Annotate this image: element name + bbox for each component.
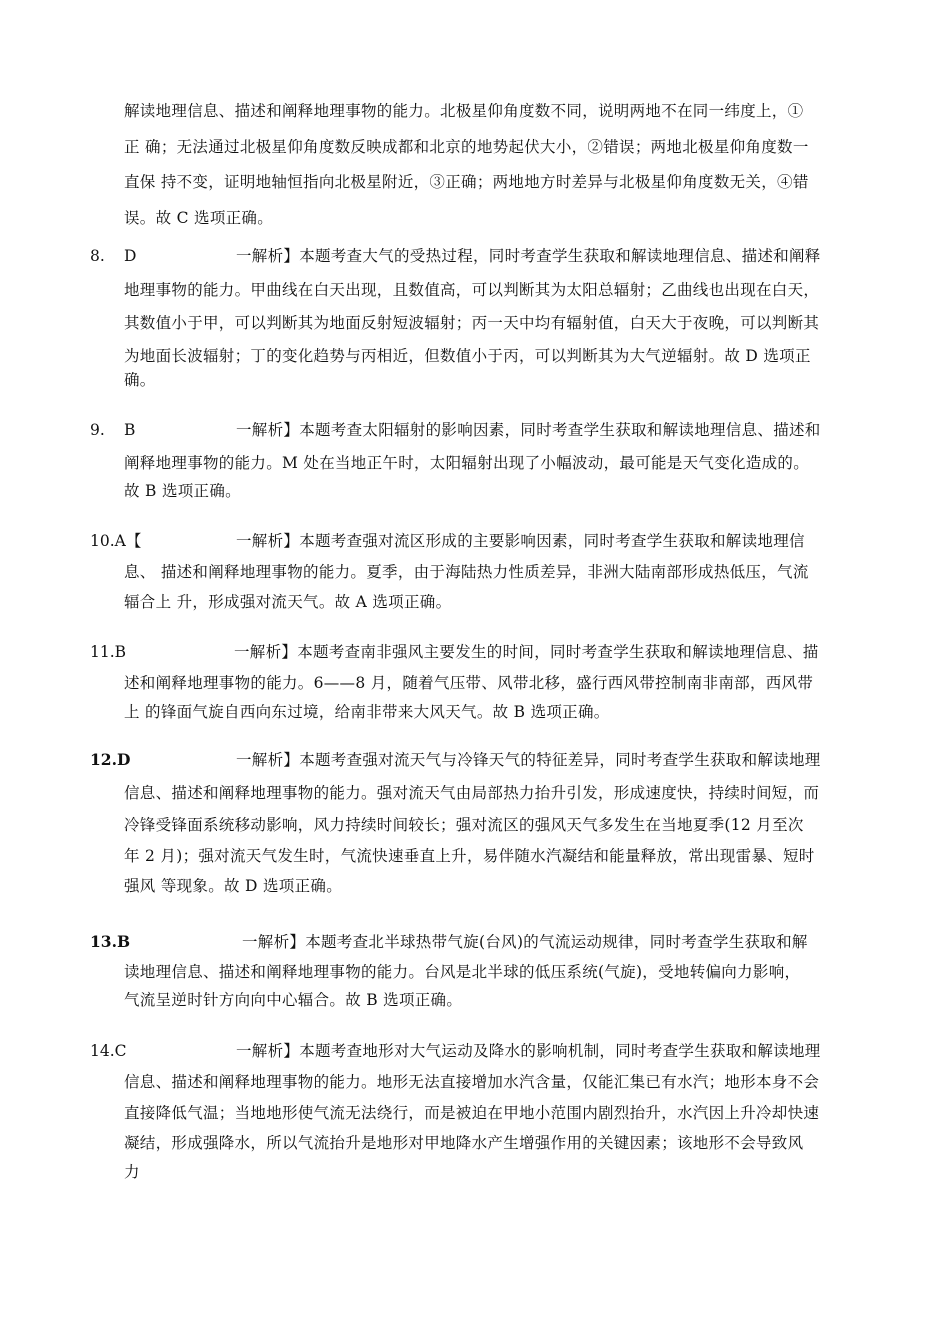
item-line: 确。 <box>124 371 156 389</box>
item-line: 为地面长波辐射；丁的变化趋势与丙相近，但数值小于丙，可以判断其为大气逆辐射。故 D 选项正 <box>124 347 811 365</box>
item-line: 上 的锋面气旋自西向东过境，给南非带来大风天气。故 B 选项正确。 <box>124 703 610 721</box>
item-line: 读地理信息、描述和阐释地理事物的能力。台风是北半球的低压系统(气旋)，受地转偏向力影响， <box>124 963 801 981</box>
item-number: 8. <box>90 247 105 265</box>
item-line: 直接降低气温；当地地形使气流无法绕行，而是被迫在甲地小范围内剧烈抬升，水汽因上升冷却快速 <box>124 1104 820 1122</box>
item-number: 13.B <box>90 932 131 951</box>
item-head: 一解析】本题考查强对流天气与冷锋天气的特征差异，同时考查学生获取和解读地理 <box>236 751 821 769</box>
item-number: 10.A【 <box>90 532 142 550</box>
item-line: 强风 等现象。故 D 选项正确。 <box>124 877 343 895</box>
item-line: 阐释地理事物的能力。M 处在当地正午时，太阳辐射出现了小幅波动，最可能是天气变化造成的。 <box>124 454 810 472</box>
item-head: 一解析】本题考查地形对大气运动及降水的影响机制，同时考查学生获取和解读地理 <box>236 1042 821 1060</box>
item-head: 一解析】本题考查太阳辐射的影响因素，同时考查学生获取和解读地理信息、描述和 <box>236 421 821 439</box>
item-number: 9. <box>90 421 105 439</box>
item-line: 息、 描述和阐释地理事物的能力。夏季，由于海陆热力性质差异，非洲大陆南部形成热低压，气流 <box>124 563 809 581</box>
item-number: 12.D <box>90 750 131 769</box>
item-head: 一解析】本题考查北半球热带气旋(台风)的气流运动规律，同时考查学生获取和解 <box>242 933 808 951</box>
item-answer: D <box>124 247 137 265</box>
item-line: 气流呈逆时针方向向中心辐合。故 B 选项正确。 <box>124 991 463 1009</box>
item-number: 11.B <box>90 643 127 661</box>
item-line: 年 2 月)；强对流天气发生时，气流快速垂直上升，易伴随水汽凝结和能量释放，常出现雷暴、短时 <box>124 847 815 865</box>
item-line: 故 B 选项正确。 <box>124 482 241 500</box>
item-number: 14.C <box>90 1042 127 1060</box>
item-line: 辐合上 升，形成强对流天气。故 A 选项正确。 <box>124 593 452 611</box>
item-answer: B <box>124 421 136 439</box>
item-head: 一解析】本题考查南非强风主要发生的时间，同时考查学生获取和解读地理信息、描 <box>234 643 819 661</box>
item-line: 地理事物的能力。甲曲线在白天出现，且数值高，可以判断其为太阳总辐射；乙曲线也出现在白天， <box>124 281 820 299</box>
item-line: 信息、描述和阐释地理事物的能力。地形无法直接增加水汽含量，仅能汇集已有水汽；地形本身不会 <box>124 1073 820 1091</box>
item-line: 述和阐释地理事物的能力。6——8 月，随着气压带、风带北移，盛行西风带控制南非南部，西风带 <box>124 674 814 692</box>
item-line: 力 <box>124 1163 140 1181</box>
intro-line: 正 确；无法通过北极星仰角度数反映成都和北京的地势起伏大小，②错误；两地北极星仰角度数一 <box>124 138 809 156</box>
item-line: 信息、描述和阐释地理事物的能力。强对流天气由局部热力抬升引发，形成速度快，持续时间短，而 <box>124 784 820 802</box>
intro-line: 解读地理信息、描述和阐释地理事物的能力。北极星仰角度数不同，说明两地不在同一纬度上，① <box>124 102 804 120</box>
intro-line: 直保 持不变，证明地轴恒指向北极星附近，③正确；两地地方时差异与北极星仰角度数无关，④错 <box>124 173 809 191</box>
item-line: 凝结，形成强降水，所以气流抬升是地形对甲地降水产生增强作用的关键因素；该地形不会导致风 <box>124 1134 804 1152</box>
intro-line: 误。故 C 选项正确。 <box>124 209 274 227</box>
item-line: 其数值小于甲，可以判断其为地面反射短波辐射；丙一天中均有辐射值，白天大于夜晚，可以判断其 <box>124 314 820 332</box>
item-line: 冷锋受锋面系统移动影响，风力持续时间较长；强对流区的强风天气多发生在当地夏季(12 月至次 <box>124 816 804 834</box>
item-head: 一解析】本题考查大气的受热过程，同时考查学生获取和解读地理信息、描述和阐释 <box>236 247 821 265</box>
item-head: 一解析】本题考查强对流区形成的主要影响因素，同时考查学生获取和解读地理信 <box>236 532 805 550</box>
